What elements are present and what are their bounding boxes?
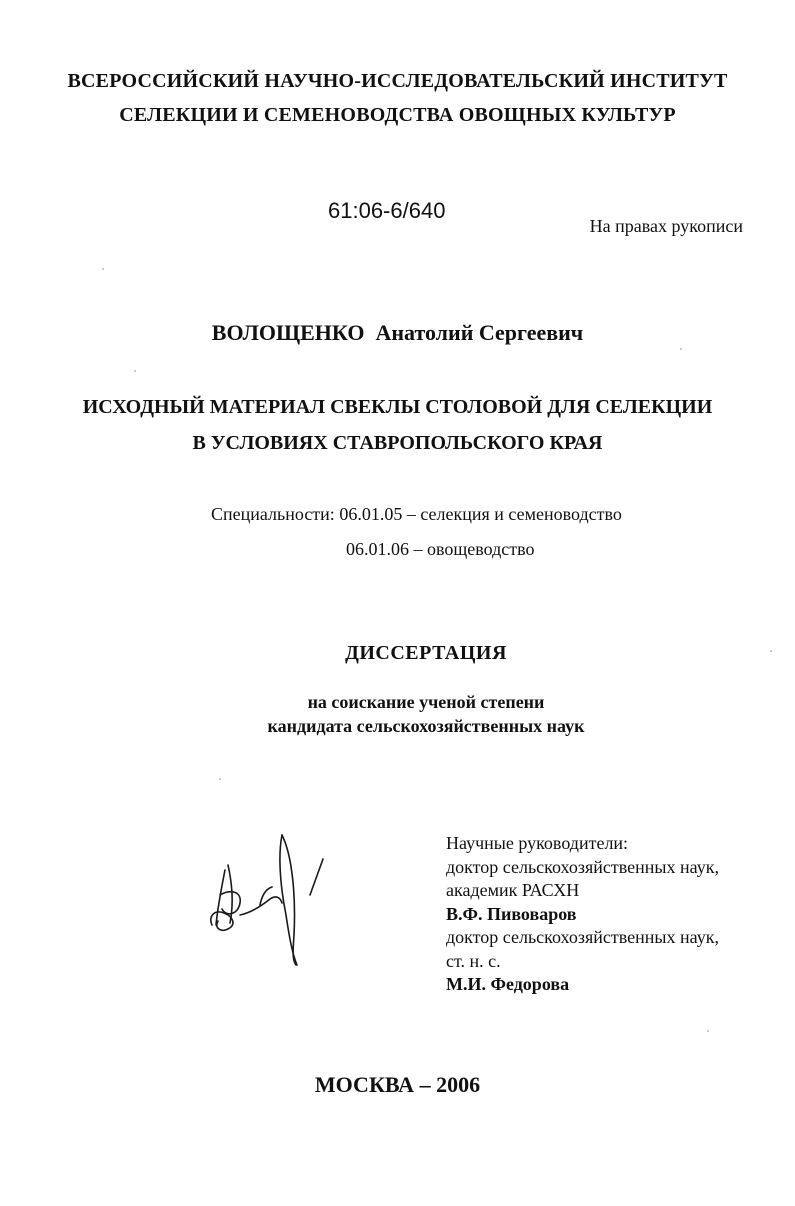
specialty-item: 06.01.05 – селекция и семеноводство xyxy=(339,504,622,524)
specialties-line-1 xyxy=(211,504,622,525)
institution-line-1: ВСЕРОССИЙСКИЙ НАУЧНО-ИССЛЕДОВАТЕЛЬСКИЙ ИНСТИТУТ xyxy=(67,70,728,92)
specialty-item: 06.01.06 – овощеводство xyxy=(346,539,535,559)
specialties-label: Специальности: xyxy=(211,504,335,524)
degree-line-1: на соискание ученой степени xyxy=(307,692,545,712)
degree-line-2: кандидата сельскохозяйственных наук xyxy=(267,716,585,736)
author-name xyxy=(0,320,795,346)
supervisor-2-title-line-2: ст. н. с. xyxy=(446,950,501,971)
supervisors-block xyxy=(446,832,719,997)
scan-speck xyxy=(680,348,682,350)
supervisor-1-title-line-2: академик РАСХН xyxy=(446,880,580,900)
institution-line-2: СЕЛЕКЦИИ И СЕМЕНОВОДСТВА ОВОЩНЫХ КУЛЬТУР xyxy=(119,104,676,126)
document-type: ДИССЕРТАЦИЯ xyxy=(345,642,507,664)
supervisor-1-name: В.Ф. Пивоваров xyxy=(446,903,577,924)
dissertation-title-line-1: ИСХОДНЫЙ МАТЕРИАЛ СВЕКЛЫ СТОЛОВОЙ ДЛЯ СЕЛЕКЦИИ xyxy=(82,396,713,418)
scan-speck xyxy=(102,268,104,270)
rights-note: На правах рукописи xyxy=(589,216,743,236)
author-signature xyxy=(200,825,335,975)
scan-speck xyxy=(770,650,772,652)
author-given-names: Анатолий Сергеевич xyxy=(375,320,584,345)
supervisor-2-title-line-1: доктор сельскохозяйственных наук, xyxy=(446,927,719,947)
supervisors-heading: Научные руководители: xyxy=(446,833,629,853)
supervisor-1-title-line-1: доктор сельскохозяйственных наук, xyxy=(446,856,719,877)
scan-speck xyxy=(134,370,136,372)
supervisor-2-name: М.И. Федорова xyxy=(446,974,570,994)
author-surname: ВОЛОЩЕНКО xyxy=(211,320,365,345)
catalog-code: 61:06-6/640 xyxy=(328,198,446,223)
scan-speck xyxy=(219,778,221,780)
dissertation-title-line-2: В УСЛОВИЯХ СТАВРОПОЛЬСКОГО КРАЯ xyxy=(192,432,603,454)
place-year: МОСКВА – 2006 xyxy=(314,1072,481,1097)
scan-speck xyxy=(707,1030,709,1032)
